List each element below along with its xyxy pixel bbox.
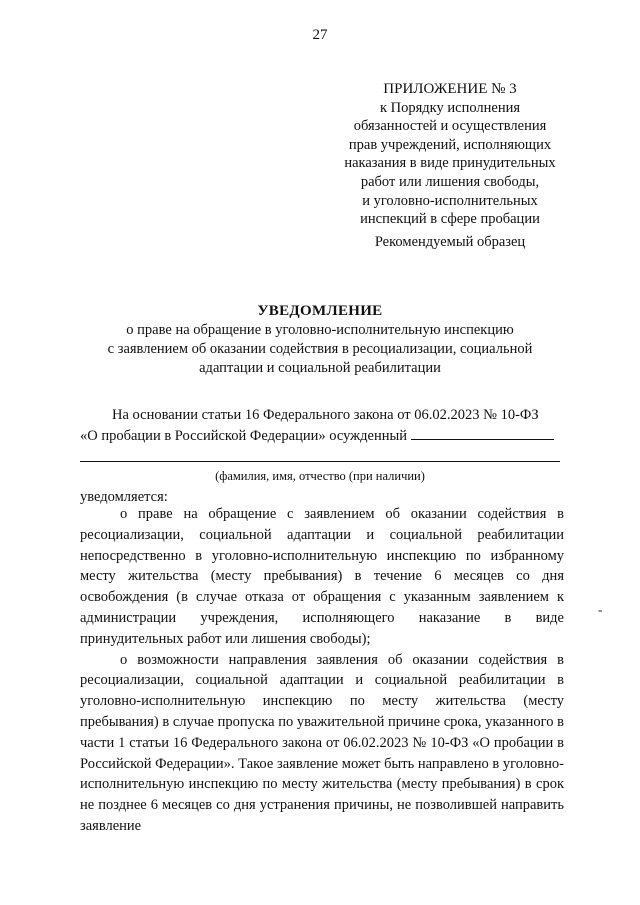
appendix-title: ПРИЛОЖЕНИЕ № 3 [383, 81, 517, 97]
document-heading: УВЕДОМЛЕНИЕ [257, 303, 383, 319]
paragraph: о возможности направления заявления об оказании содействия в ресоциализации, социальной адаптации и социальной реабилитации в уголовно-исполнительную инспекцию по месту жительства (месту пребывания) в случае пропуска по уважительной причине срока, указанного в части 1 статьи 16 Федерального закона от 06.02.2023 № 10-ФЗ «О пробации в Российской Федерации». Такое заявление может быть направлено в уголовно-исполнительную инспекцию по месту жительства (месту пребывания) в срок не позднее 6 месяцев со дня устранения причины, не позволившей направить заявление [80, 651, 564, 834]
sample-label: Рекомендуемый образец [374, 234, 526, 250]
document-subtitle-line: о праве на обращение в уголовно-исполнительную инспекцию [126, 322, 514, 338]
intro-line: «О пробации в Российской Федерации» осужденный [80, 428, 408, 444]
document-title-block [80, 302, 560, 378]
field-caption: (фамилия, имя, отчество (при наличии) [215, 469, 425, 483]
appendix-line: работ или лишения свободы, [360, 173, 540, 190]
page-number: 27 [312, 27, 328, 43]
appendix-line: обязанностей и осуществления [353, 118, 547, 135]
appendix-line: к Порядку исполнения [379, 99, 521, 116]
margin-mark: - [598, 602, 603, 617]
document-subtitle-line: адаптации и социальной реабилитации [199, 360, 441, 376]
name-underline [80, 461, 560, 462]
appendix-line: инспекций в сфере пробации [360, 211, 540, 228]
body-text [80, 504, 564, 837]
appendix-block [300, 80, 600, 229]
document-subtitle-line: с заявлением об оказании содействия в ресоциализации, социальной [107, 341, 533, 357]
intro-line: На основании статьи 16 Федерального закона от 06.02.2023 № 10-ФЗ [112, 407, 539, 423]
appendix-line: прав учреждений, исполняющих [348, 136, 552, 153]
intro-block [80, 405, 564, 447]
intro-line-with-field [80, 426, 564, 447]
notified-label: уведомляется: [80, 489, 168, 505]
convict-name-field [411, 426, 554, 440]
appendix-line: и уголовно-исполнительных [362, 192, 538, 209]
paragraph: о праве на обращение с заявлением об оказании содействия в ресоциализации, социальной адаптации и социальной реабилитации непосредственно в уголовно-исполнительную инспекцию по избранному месту жительства (месту пребывания) в течение 6 месяцев со дня освобождения (в случае отказа от обращения с указанным заявлением к администрации учреждения, исполняющего наказание в виде принудительных работ или лишения свободы); [80, 506, 564, 647]
appendix-line: наказания в виде принудительных [344, 155, 556, 172]
